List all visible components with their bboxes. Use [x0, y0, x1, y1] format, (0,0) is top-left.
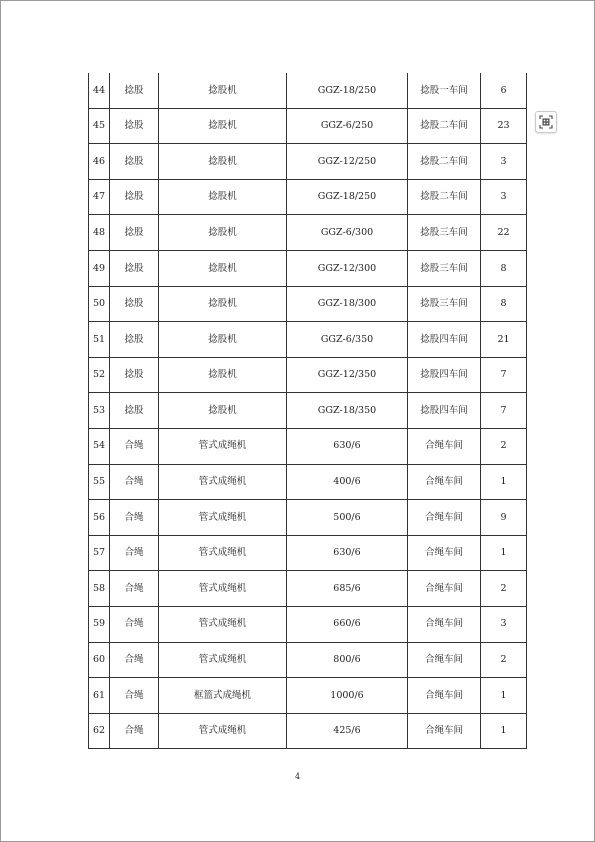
cell-model: GGZ-18/350 [287, 393, 408, 429]
cell-model: 630/6 [287, 428, 408, 464]
table-row [89, 464, 527, 500]
cell-no: 44 [89, 73, 110, 108]
cell-equipment: 捻股机 [159, 215, 287, 251]
table-row [89, 428, 527, 464]
cell-process: 捻股 [110, 357, 159, 393]
cell-workshop: 合绳车间 [408, 464, 481, 500]
cell-quantity: 3 [481, 179, 527, 215]
cell-model: GGZ-6/250 [287, 108, 408, 144]
cell-workshop: 捻股二车间 [408, 179, 481, 215]
cell-equipment: 管式成绳机 [159, 535, 287, 571]
table-row [89, 393, 527, 429]
scan-tool-button[interactable] [535, 111, 557, 133]
cell-equipment: 框篮式成绳机 [159, 678, 287, 714]
cell-no: 48 [89, 215, 110, 251]
cell-process: 捻股 [110, 73, 159, 108]
cell-no: 58 [89, 571, 110, 607]
cell-process: 合绳 [110, 464, 159, 500]
cell-process: 捻股 [110, 179, 159, 215]
table-row [89, 357, 527, 393]
cell-workshop: 捻股四车间 [408, 393, 481, 429]
cell-quantity: 2 [481, 571, 527, 607]
cell-model: 800/6 [287, 642, 408, 678]
cell-process: 合绳 [110, 713, 159, 749]
cell-workshop: 合绳车间 [408, 678, 481, 714]
cell-equipment: 管式成绳机 [159, 713, 287, 749]
cell-quantity: 22 [481, 215, 527, 251]
cell-no: 45 [89, 108, 110, 144]
equipment-table [88, 73, 527, 749]
cell-quantity: 8 [481, 250, 527, 286]
cell-no: 59 [89, 606, 110, 642]
cell-model: 660/6 [287, 606, 408, 642]
table-row [89, 73, 527, 108]
cell-equipment: 捻股机 [159, 393, 287, 429]
cell-no: 61 [89, 678, 110, 714]
cell-quantity: 1 [481, 464, 527, 500]
cell-workshop: 捻股三车间 [408, 215, 481, 251]
cell-process: 捻股 [110, 393, 159, 429]
cell-no: 57 [89, 535, 110, 571]
cell-process: 合绳 [110, 428, 159, 464]
cell-model: GGZ-18/250 [287, 73, 408, 108]
cell-workshop: 合绳车间 [408, 428, 481, 464]
cell-model: 630/6 [287, 535, 408, 571]
cell-model: GGZ-18/300 [287, 286, 408, 322]
cell-process: 捻股 [110, 108, 159, 144]
cell-workshop: 合绳车间 [408, 713, 481, 749]
table-row [89, 286, 527, 322]
cell-workshop: 捻股四车间 [408, 357, 481, 393]
cell-process: 合绳 [110, 678, 159, 714]
cell-model: GGZ-6/300 [287, 215, 408, 251]
cell-quantity: 23 [481, 108, 527, 144]
cell-quantity: 2 [481, 428, 527, 464]
cell-quantity: 1 [481, 535, 527, 571]
cell-model: 400/6 [287, 464, 408, 500]
cell-process: 捻股 [110, 215, 159, 251]
cell-model: 425/6 [287, 713, 408, 749]
table-row [89, 179, 527, 215]
cell-workshop: 合绳车间 [408, 571, 481, 607]
table-row [89, 535, 527, 571]
cell-no: 49 [89, 250, 110, 286]
cell-equipment: 捻股机 [159, 108, 287, 144]
cell-model: 1000/6 [287, 678, 408, 714]
cell-model: GGZ-6/350 [287, 322, 408, 358]
cell-quantity: 9 [481, 500, 527, 536]
cell-no: 52 [89, 357, 110, 393]
cell-quantity: 21 [481, 322, 527, 358]
cell-equipment: 管式成绳机 [159, 500, 287, 536]
table-row [89, 144, 527, 180]
table-row [89, 500, 527, 536]
cell-no: 50 [89, 286, 110, 322]
table-row [89, 215, 527, 251]
cell-no: 60 [89, 642, 110, 678]
cell-no: 46 [89, 144, 110, 180]
cell-equipment: 管式成绳机 [159, 571, 287, 607]
cell-model: GGZ-18/250 [287, 179, 408, 215]
cell-quantity: 3 [481, 144, 527, 180]
cell-workshop: 捻股三车间 [408, 286, 481, 322]
cell-quantity: 7 [481, 357, 527, 393]
cell-no: 51 [89, 322, 110, 358]
cell-model: 685/6 [287, 571, 408, 607]
cell-equipment: 捻股机 [159, 73, 287, 108]
cell-workshop: 捻股二车间 [408, 144, 481, 180]
cell-quantity: 3 [481, 606, 527, 642]
cell-model: GGZ-12/350 [287, 357, 408, 393]
cell-quantity: 1 [481, 678, 527, 714]
cell-no: 53 [89, 393, 110, 429]
cell-equipment: 捻股机 [159, 250, 287, 286]
cell-process: 合绳 [110, 606, 159, 642]
table-row [89, 108, 527, 144]
table-row [89, 250, 527, 286]
cell-workshop: 合绳车间 [408, 535, 481, 571]
cell-equipment: 管式成绳机 [159, 642, 287, 678]
cell-equipment: 管式成绳机 [159, 606, 287, 642]
cell-quantity: 6 [481, 73, 527, 108]
cell-no: 55 [89, 464, 110, 500]
table-row [89, 571, 527, 607]
cell-equipment: 捻股机 [159, 144, 287, 180]
cell-model: GGZ-12/300 [287, 250, 408, 286]
equipment-table-body [89, 73, 527, 749]
qr-scan-icon [539, 115, 553, 129]
cell-equipment: 捻股机 [159, 286, 287, 322]
cell-workshop: 捻股三车间 [408, 250, 481, 286]
table-row [89, 606, 527, 642]
cell-equipment: 捻股机 [159, 322, 287, 358]
cell-no: 54 [89, 428, 110, 464]
cell-model: GGZ-12/250 [287, 144, 408, 180]
cell-quantity: 1 [481, 713, 527, 749]
cell-quantity: 8 [481, 286, 527, 322]
cell-process: 合绳 [110, 535, 159, 571]
cell-no: 47 [89, 179, 110, 215]
cell-workshop: 合绳车间 [408, 606, 481, 642]
cell-process: 捻股 [110, 322, 159, 358]
cell-equipment: 管式成绳机 [159, 428, 287, 464]
cell-equipment: 管式成绳机 [159, 464, 287, 500]
cell-workshop: 捻股二车间 [408, 108, 481, 144]
table-row [89, 678, 527, 714]
cell-workshop: 捻股四车间 [408, 322, 481, 358]
cell-process: 捻股 [110, 250, 159, 286]
cell-process: 捻股 [110, 286, 159, 322]
cell-quantity: 2 [481, 642, 527, 678]
page-number: 4 [294, 772, 301, 781]
cell-equipment: 捻股机 [159, 357, 287, 393]
cell-no: 62 [89, 713, 110, 749]
table-row [89, 713, 527, 749]
cell-equipment: 捻股机 [159, 179, 287, 215]
cell-process: 捻股 [110, 144, 159, 180]
cell-process: 合绳 [110, 571, 159, 607]
cell-quantity: 7 [481, 393, 527, 429]
cell-process: 合绳 [110, 500, 159, 536]
cell-workshop: 合绳车间 [408, 642, 481, 678]
cell-workshop: 捻股一车间 [408, 73, 481, 108]
cell-process: 合绳 [110, 642, 159, 678]
cell-workshop: 合绳车间 [408, 500, 481, 536]
cell-model: 500/6 [287, 500, 408, 536]
cell-no: 56 [89, 500, 110, 536]
table-row [89, 322, 527, 358]
table-row [89, 642, 527, 678]
